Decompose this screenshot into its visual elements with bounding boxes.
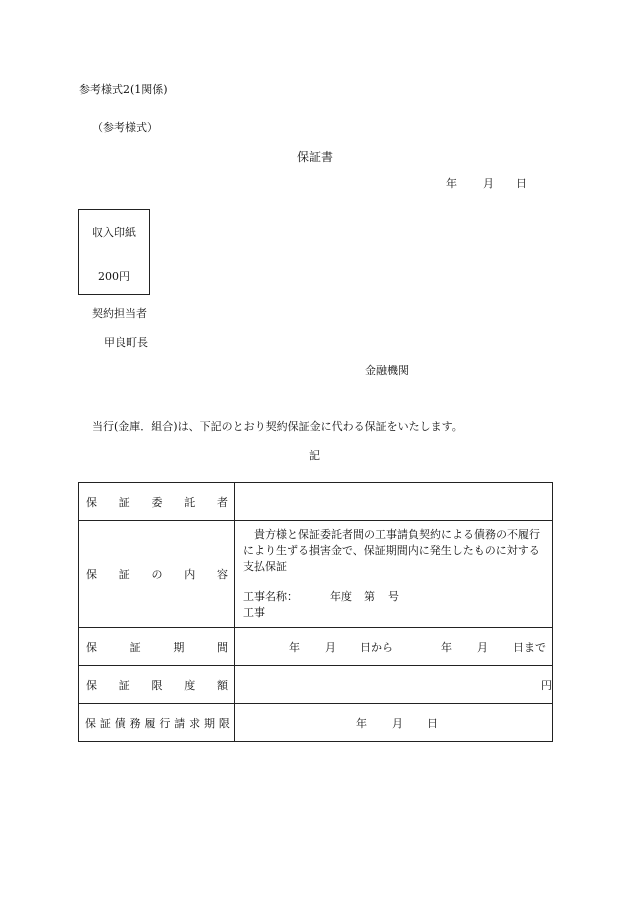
label-char: 内 [184,568,196,581]
guarantee-table [78,482,553,742]
table-row-content [79,521,553,628]
guarantee-statement: 当行(金庫．組合)は、下記のとおり契約保証金に代わる保証をいたします。 [92,420,463,433]
revenue-stamp-box [78,209,150,295]
work-name-line [243,589,546,605]
claim-day: 日 [427,717,438,730]
from-month: 月 [325,641,336,654]
label-chars [79,639,234,655]
to-month: 月 [477,641,488,654]
guarantor-value [235,483,553,521]
label-chars [79,494,234,510]
from-day: 日から [360,641,393,654]
label-char: 保 [86,678,97,692]
period-value [235,628,553,666]
label-char: 期 [204,716,215,730]
label-char: 履 [144,716,156,730]
label-char: 容 [217,568,228,581]
label-char: 債 [114,716,126,730]
label-char: の [151,568,163,581]
content-text [235,527,552,621]
label-char: 証 [118,495,130,509]
label-char: 証 [118,678,130,692]
to-day: 日まで [513,641,546,654]
from-year: 年 [289,641,300,654]
label-char: 者 [217,495,228,509]
table-row-guarantor [79,483,553,521]
ki-heading: 記 [309,449,320,462]
fiscal-year: 年度 [330,590,352,603]
work-name-label: 工事名称： [243,590,298,603]
number-suffix: 号 [388,590,399,603]
label-chars [79,677,234,693]
label-char: 請 [174,716,186,730]
label-char: 度 [184,678,196,692]
to-year: 年 [441,641,452,654]
table-row-claim-deadline [79,704,553,742]
contract-officer: 契約担当者 [92,307,147,320]
label-char: 限 [151,678,163,692]
period-fields [235,628,552,665]
label-char: 保 [86,640,97,654]
label-char: 託 [184,495,196,509]
claim-year: 年 [356,717,367,730]
row-label [79,666,235,704]
label-char: 期 [173,640,185,654]
table-row-limit [79,666,553,704]
label-char: 保 [86,568,97,581]
label-char: 求 [189,716,201,730]
revenue-stamp-label: 収入印紙 [92,226,136,239]
form-id-label: 参考様式2(1関係) [79,83,168,96]
label-char: 保 [86,495,97,509]
label-char: 証 [118,568,130,581]
label-char: 額 [217,678,228,692]
label-chars [79,566,234,582]
label-char: 間 [216,640,228,654]
row-label [79,483,235,521]
financial-institution: 金融機関 [365,364,409,377]
revenue-stamp-amount: 200円 [98,270,130,283]
label-char: 証 [129,640,141,654]
claim-month: 月 [392,717,403,730]
date-month: 月 [483,177,494,190]
limit-amount: 円 [235,666,553,704]
document-title: 保証書 [297,150,334,164]
label-char: 保 [85,716,96,730]
row-label [79,521,235,628]
table-row-period [79,628,553,666]
number-prefix: 第 [364,590,375,603]
content-description: 貴方様と保証委託者間の工事請負契約による債務の不履行により生ずる損害金で、保証期間内に発生したものに対する支払保証 [243,528,540,573]
label-char: 行 [159,716,171,730]
date-year: 年 [446,177,457,190]
date-day: 日 [516,177,527,190]
content-value [235,521,553,628]
addressee: 甲良町長 [104,336,148,349]
label-char: 委 [151,495,163,509]
label-char: 務 [129,716,141,730]
label-chars [79,715,234,731]
form-type-label: （参考様式） [92,121,158,134]
row-label [79,704,235,742]
label-char: 限 [218,716,230,730]
claim-deadline-value [235,704,553,742]
claim-deadline-fields [235,704,552,741]
row-label [79,628,235,666]
work-label: 工事 [243,606,265,619]
label-char: 証 [99,716,111,730]
